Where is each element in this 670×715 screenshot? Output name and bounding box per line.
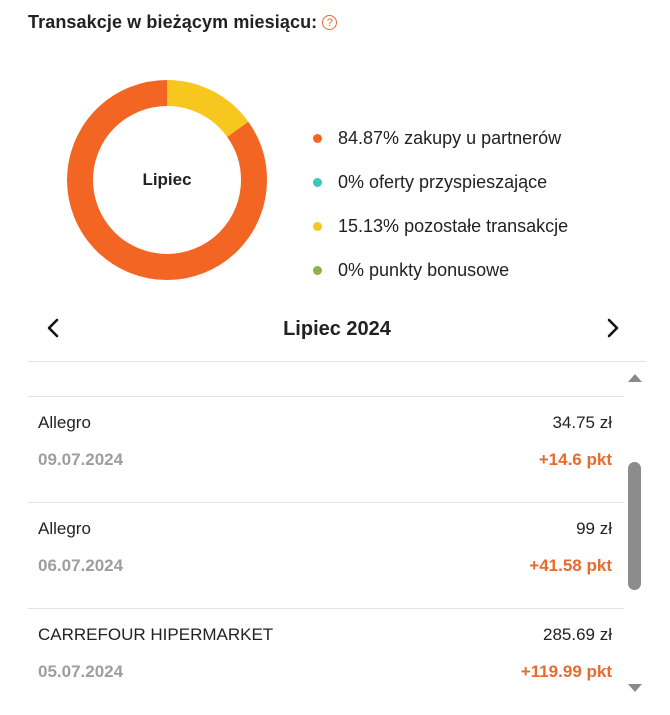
list-item[interactable] [28,396,624,502]
scroll-up-arrow-icon[interactable] [628,374,642,382]
transaction-amount: 34.75 zł [552,413,612,432]
list-item[interactable] [28,608,624,714]
transaction-points: +119.99 pkt [520,662,612,681]
transaction-points: +41.58 pkt [529,556,612,575]
legend-value: 84.87% [338,127,400,148]
donut-chart [67,80,267,280]
legend-value: 15.13% [338,215,400,236]
legend-dot [313,178,322,187]
month-navigation [28,300,646,362]
list-item[interactable] [28,502,624,608]
legend-value: 0% [338,259,365,280]
legend-dot [313,266,322,275]
legend-item [313,248,568,292]
legend-value: 0% [338,171,365,192]
question-circle-icon[interactable]: ? [322,15,337,30]
transaction-amount: 99 zł [576,519,612,538]
legend-label: punkty bonusowe [369,259,510,280]
legend-dot [313,222,322,231]
chevron-right-icon[interactable] [600,316,624,340]
scrollbar[interactable] [626,362,644,702]
merchant-name: Allegro [38,519,91,538]
donut-center-label: Lipiec [142,170,192,189]
section-title: Transakcje w bieżącym miesiącu: [28,12,318,32]
legend-dot [313,134,322,143]
transaction-amount: 285.69 zł [543,625,612,644]
legend-label: oferty przyspieszające [369,171,548,192]
legend-item [313,116,568,160]
merchant-name: CARREFOUR HIPERMARKET [38,625,274,644]
transaction-points: +14.6 pkt [538,450,612,469]
legend-item [313,204,568,248]
header [28,12,337,33]
chart-legend [313,116,568,292]
merchant-name: Allegro [38,413,91,432]
scroll-down-arrow-icon[interactable] [628,684,642,692]
legend-label: pozostałe transakcje [404,215,569,236]
scrollbar-thumb[interactable] [628,462,641,590]
legend-item [313,160,568,204]
transaction-list [28,362,624,715]
transaction-date: 09.07.2024 [38,450,124,469]
month-label: Lipiec 2024 [283,318,391,340]
legend-label: zakupy u partnerów [404,127,562,148]
transaction-date: 06.07.2024 [38,556,124,575]
transaction-date: 05.07.2024 [38,662,124,681]
